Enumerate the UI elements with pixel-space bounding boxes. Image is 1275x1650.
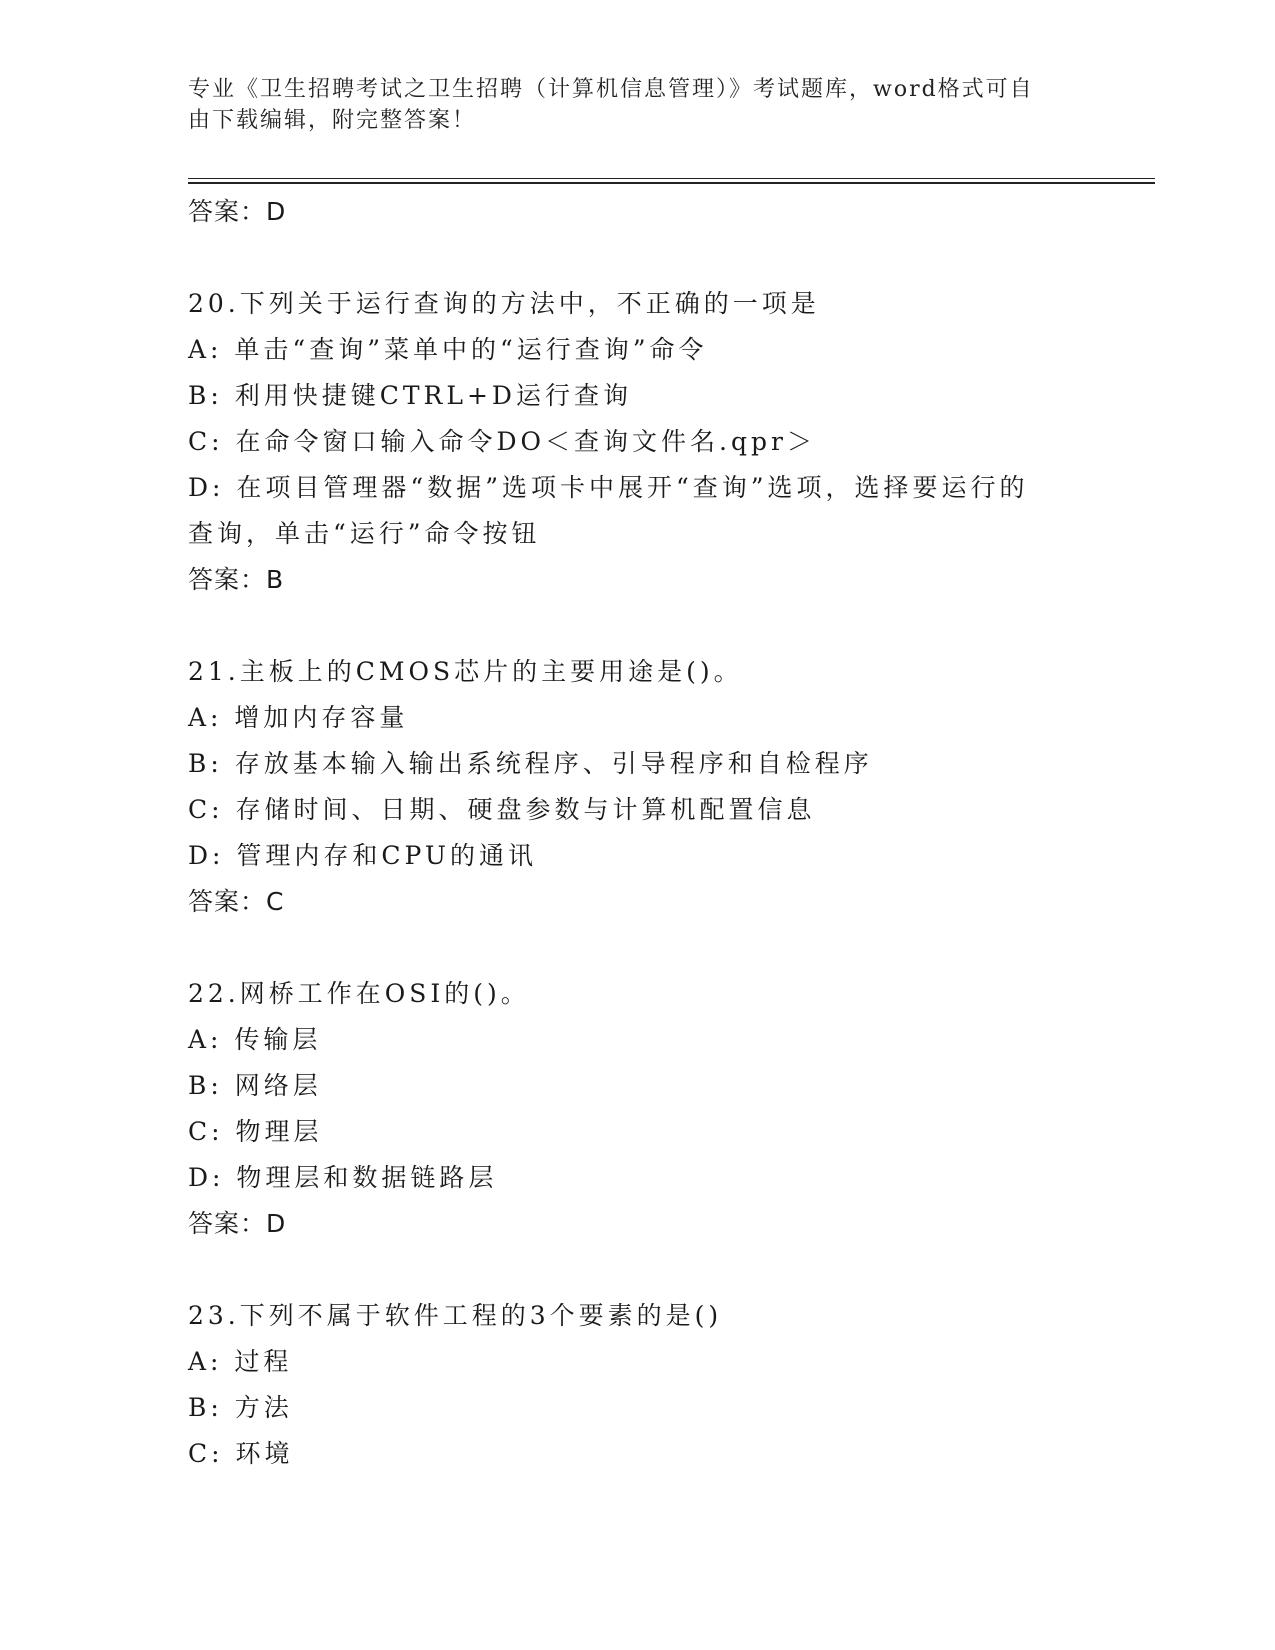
option-a: A: 过程: [188, 1347, 293, 1376]
option-b: B: 存放基本输入输出系统程序、引导程序和自检程序: [188, 749, 873, 778]
answer-line: 答案：D: [188, 197, 287, 226]
option-a: A: 单击“查询”菜单中的“运行查询”命令: [188, 335, 708, 364]
header-line-1: 专业《卫生招聘考试之卫生招聘（计算机信息管理）》考试题库，word格式可自: [188, 77, 1034, 102]
header-line-2: 由下载编辑，附完整答案！: [188, 108, 477, 133]
option-b: B: 网络层: [188, 1071, 322, 1100]
option-c: C: 在命令窗口输入命令DO＜查询文件名.qpr＞: [188, 427, 816, 456]
question-21: [188, 649, 1088, 925]
option-c: C: 环境: [188, 1439, 294, 1468]
option-d-line-1: D: 在项目管理器“数据”选项卡中展开“查询”选项，选择要运行的: [188, 473, 1029, 502]
spacer: [188, 603, 1088, 649]
header-divider-thin: [188, 178, 1155, 179]
option-c: C: 存储时间、日期、硬盘参数与计算机配置信息: [188, 795, 816, 824]
spacer: [188, 925, 1088, 971]
question-23: [188, 1293, 1088, 1477]
question-stem: 20.下列关于运行查询的方法中，不正确的一项是: [188, 289, 820, 318]
option-c: C: 物理层: [188, 1117, 323, 1146]
document-header: [188, 74, 1088, 136]
question-stem: 21.主板上的CMOS芯片的主要用途是()。: [188, 657, 743, 686]
answer-line: 答案：C: [188, 887, 285, 916]
option-b: B: 方法: [188, 1393, 293, 1422]
question-stem: 22.网桥工作在OSI的()。: [188, 979, 530, 1008]
spacer: [188, 1247, 1088, 1293]
option-b: B: 利用快捷键CTRL+D运行查询: [188, 381, 632, 410]
question-22: [188, 971, 1088, 1247]
option-d: D: 管理内存和CPU的通讯: [188, 841, 537, 870]
option-a: A: 传输层: [188, 1025, 322, 1054]
spacer: [188, 235, 1088, 281]
answer-line: 答案：D: [188, 1209, 287, 1238]
header-divider-thick: [188, 182, 1155, 184]
option-d: D: 物理层和数据链路层: [188, 1163, 498, 1192]
question-20: [188, 281, 1088, 603]
answer-line: 答案：B: [188, 565, 285, 594]
question-stem: 23.下列不属于软件工程的3个要素的是(): [188, 1301, 723, 1330]
option-d-line-2: 查询，单击“运行”命令按钮: [188, 519, 541, 548]
option-a: A: 增加内存容量: [188, 703, 409, 732]
document-body: [188, 189, 1088, 1477]
